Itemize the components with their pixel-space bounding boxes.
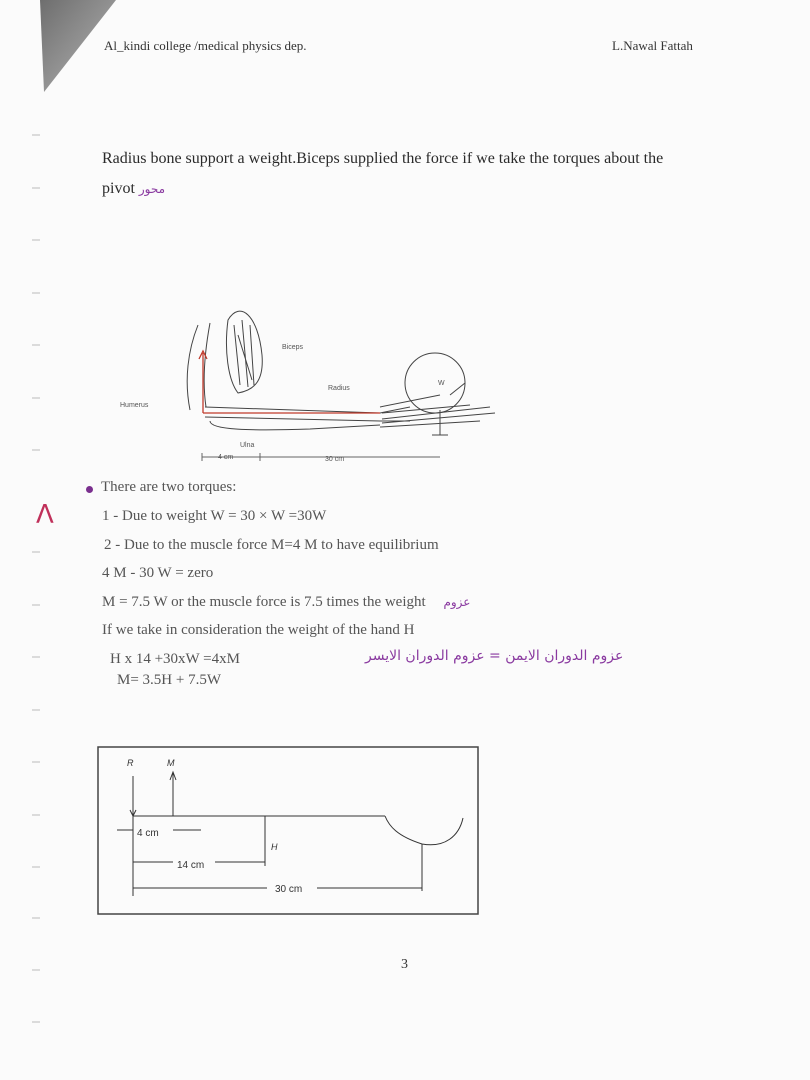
torque-item-1: 1 - Due to weight W = 30 × W =30W <box>102 508 327 524</box>
equation-2 <box>102 594 742 611</box>
equation-2-text: M = 7.5 W or the muscle force is 7.5 times the weight <box>102 594 426 610</box>
equation-3: H x 14 +30xW =4xM <box>110 651 240 667</box>
torque-item-2: 2 - Due to the muscle force M=4 M to have equilibrium <box>104 537 439 553</box>
label-R: R <box>127 758 134 768</box>
label-dim-4cm: 4 cm <box>218 454 234 461</box>
page-number: 3 <box>401 957 408 972</box>
label-4cm: 4 cm <box>137 828 159 839</box>
label-humerus: Humerus <box>120 402 149 409</box>
humerus-outline <box>187 325 198 410</box>
intro-pivot-text: pivot <box>102 180 135 197</box>
margin-pen-mark: Λ <box>36 500 54 530</box>
label-M: M <box>167 758 175 768</box>
intro-line-2 <box>102 180 742 198</box>
header-author: L.Nawal Fattah <box>612 38 693 53</box>
label-dim-30cm: 30 cm <box>325 456 345 463</box>
label-H: H <box>271 842 278 852</box>
ulna-bone <box>210 421 380 430</box>
bullet-dot <box>86 486 93 493</box>
intro-line-1: Radius bone support a weight.Biceps supplied the force if we take the torques about the <box>102 150 664 167</box>
lever-diagram <box>97 746 479 916</box>
header-college: Al_kindi college /medical physics dep. <box>104 38 307 53</box>
weight-ball <box>405 353 465 413</box>
forearm-anatomy-figure <box>110 295 510 465</box>
label-weight: W <box>438 380 445 387</box>
equation-1: 4 M - 30 W = zero <box>102 565 214 581</box>
intro-arabic-note: محور <box>138 182 166 196</box>
radius-bone <box>205 407 410 413</box>
margin-ticks <box>30 0 42 1080</box>
biceps-muscle <box>226 311 262 393</box>
label-biceps: Biceps <box>282 344 304 351</box>
arabic-torque-note: عزوم الدوران الايمن = عزوم الدوران الايسر <box>365 648 624 664</box>
bullet-heading: There are two torques: <box>101 479 237 495</box>
label-30cm: 30 cm <box>275 884 303 895</box>
equation-4: M= 3.5H + 7.5W <box>117 672 221 688</box>
hand-weight-line: If we take in consideration the weight of the hand H <box>102 622 415 638</box>
label-14cm: 14 cm <box>177 860 205 871</box>
hand-curve <box>385 816 463 845</box>
label-radius: Radius <box>328 385 350 392</box>
label-ulna: Ulna <box>240 442 255 449</box>
equation-2-arabic: عزوم <box>443 595 471 609</box>
force-lines <box>199 351 380 413</box>
